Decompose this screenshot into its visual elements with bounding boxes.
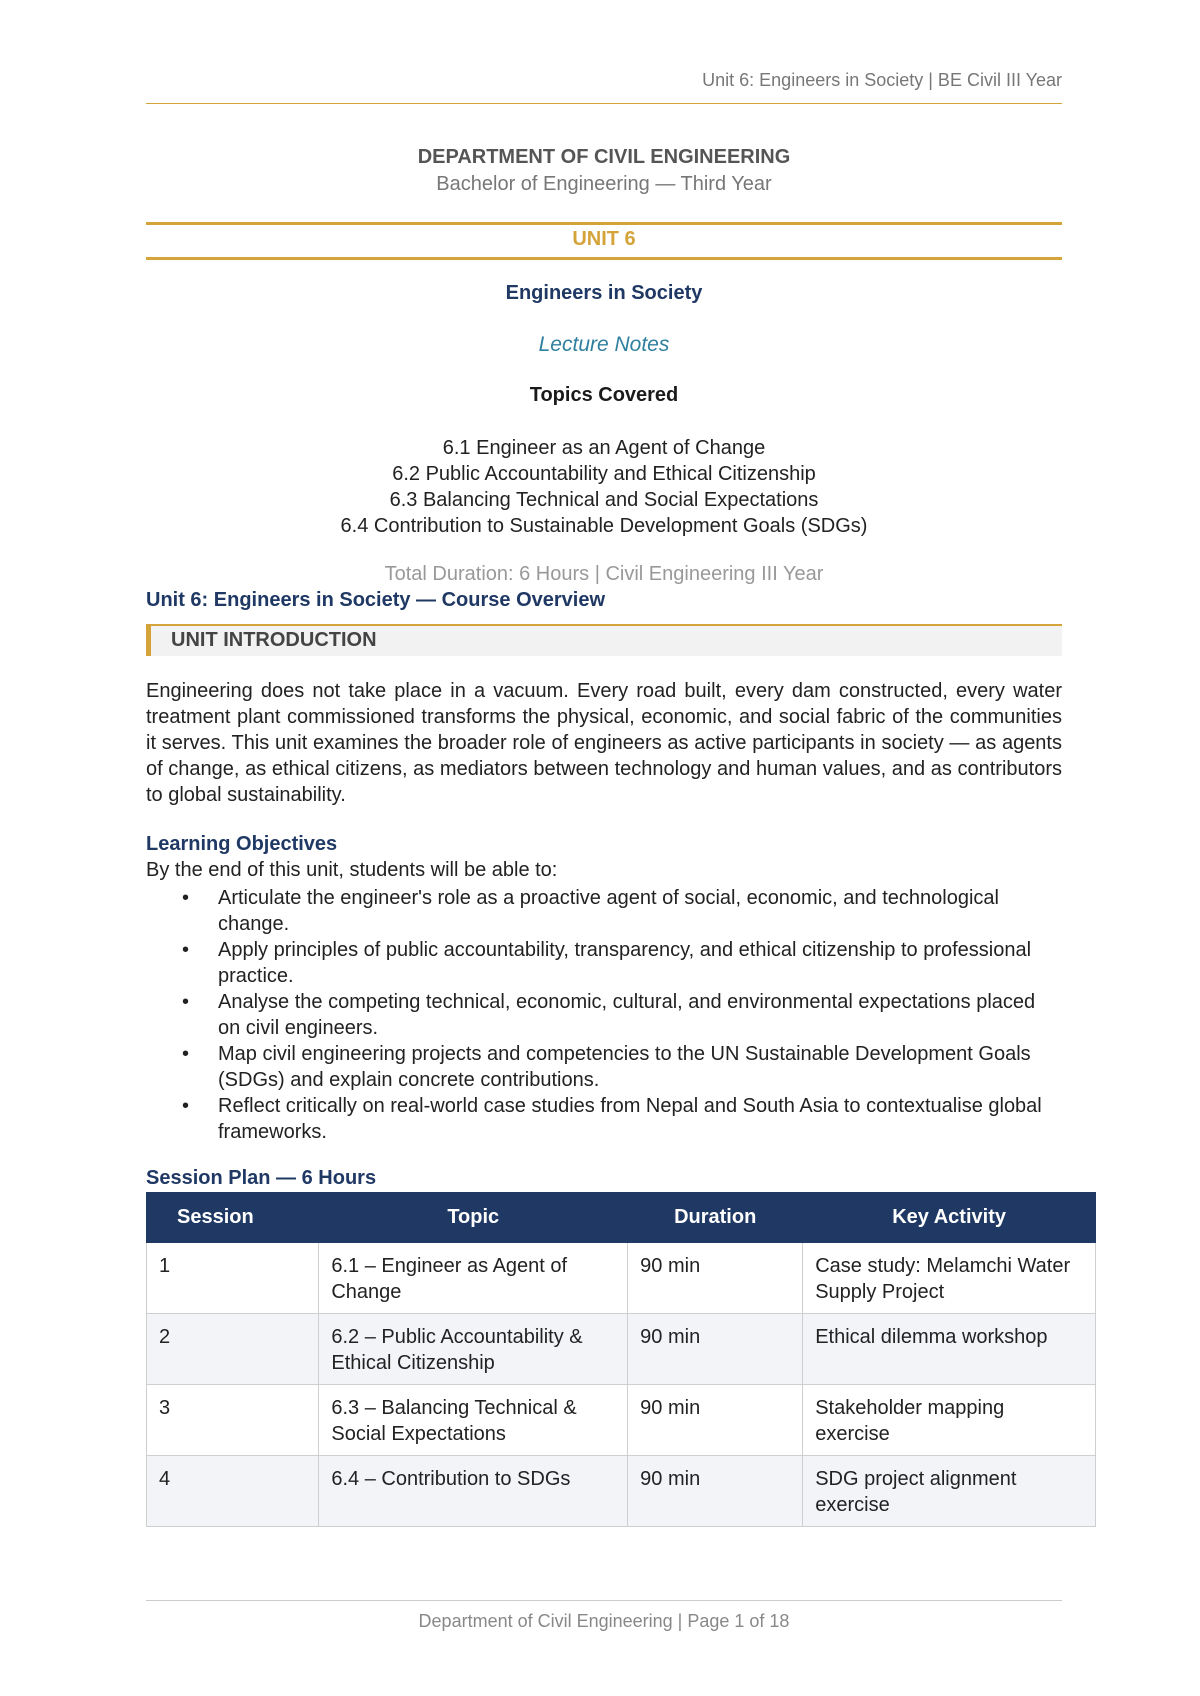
column-header-key-activity: Key Activity [803, 1193, 1096, 1243]
objective-item: • Analyse the competing technical, economic, cultural, and environmental expectations placed on civil engineers. [146, 989, 1062, 1041]
degree-subtitle: Bachelor of Engineering — Third Year [436, 173, 772, 195]
learning-objectives-lead: By the end of this unit, students will be able to: [146, 859, 558, 881]
column-header-session: Session [147, 1193, 319, 1243]
unit-band [146, 222, 1062, 260]
section-accent-bar [146, 626, 151, 656]
cell-activity: Case study: Melamchi Water Supply Project [803, 1243, 1096, 1314]
cell-topic: 6.2 – Public Accountability & Ethical Citizenship [319, 1314, 628, 1385]
cell-activity: SDG project alignment exercise [803, 1456, 1096, 1527]
footer-rule [146, 1600, 1062, 1601]
table-row [147, 1385, 1096, 1456]
objective-item: • Reflect critically on real-world case studies from Nepal and South Asia to contextualise global frameworks. [146, 1093, 1062, 1145]
objective-item: • Articulate the engineer's role as a proactive agent of social, economic, and technological change. [146, 885, 1062, 937]
topic-item: 6.3 Balancing Technical and Social Expectations [389, 489, 819, 511]
cell-session: 4 [147, 1456, 319, 1527]
intro-paragraph: Engineering does not take place in a vacuum. Every road built, every dam constructed, every water treatment plant commissioned transforms the physical, economic, and social fabric of the communities it serves. This unit examines the broader role of engineers as active participants in society — as agents of change, as ethical citizens, as mediators between technology and human values, and as contributors to global sustainability. [146, 680, 1062, 806]
cell-activity: Stakeholder mapping exercise [803, 1385, 1096, 1456]
topics-list [146, 435, 1062, 539]
cell-duration: 90 min [628, 1456, 803, 1527]
unit-label: UNIT 6 [572, 228, 636, 250]
session-plan-heading: Session Plan — 6 Hours [146, 1167, 377, 1189]
learning-objectives-heading: Learning Objectives [146, 833, 338, 855]
table-row [147, 1314, 1096, 1385]
cell-topic: 6.3 – Balancing Technical & Social Expectations [319, 1385, 628, 1456]
cell-session: 1 [147, 1243, 319, 1314]
overview-title: Unit 6: Engineers in Society — Course Overview [146, 589, 606, 611]
section-title: UNIT INTRODUCTION [171, 629, 377, 651]
document-type: Lecture Notes [538, 333, 670, 356]
cell-duration: 90 min [628, 1385, 803, 1456]
cell-duration: 90 min [628, 1314, 803, 1385]
section-header-intro [146, 624, 1062, 656]
topic-item: 6.4 Contribution to Sustainable Development Goals (SDGs) [340, 515, 868, 537]
topic-item: 6.2 Public Accountability and Ethical Citizenship [392, 463, 816, 485]
topics-heading: Topics Covered [529, 384, 679, 406]
department-title: DEPARTMENT OF CIVIL ENGINEERING [417, 146, 791, 168]
page-footer: Department of Civil Engineering | Page 1 of 18 [418, 1611, 790, 1631]
cell-topic: 6.4 – Contribution to SDGs [319, 1456, 628, 1527]
topic-item: 6.1 Engineer as an Agent of Change [442, 437, 766, 459]
duration-line: Total Duration: 6 Hours | Civil Engineering III Year [384, 563, 824, 585]
cell-topic: 6.1 – Engineer as Agent of Change [319, 1243, 628, 1314]
cell-session: 2 [147, 1314, 319, 1385]
table-row [147, 1456, 1096, 1527]
cell-activity: Ethical dilemma workshop [803, 1314, 1096, 1385]
cell-duration: 90 min [628, 1243, 803, 1314]
running-header: Unit 6: Engineers in Society | BE Civil III Year [702, 70, 1062, 90]
cell-session: 3 [147, 1385, 319, 1456]
column-header-topic: Topic [319, 1193, 628, 1243]
objective-item: • Apply principles of public accountability, transparency, and ethical citizenship to professional practice. [146, 937, 1062, 989]
session-plan-table [146, 1192, 1096, 1527]
objective-item: • Map civil engineering projects and competencies to the UN Sustainable Development Goals (SDGs) and explain concrete contributions. [146, 1041, 1062, 1093]
table-row [147, 1243, 1096, 1314]
column-header-duration: Duration [628, 1193, 803, 1243]
unit-title: Engineers in Society [505, 282, 703, 304]
header-rule [146, 103, 1062, 104]
learning-objectives-list [146, 885, 1062, 1145]
table-header-row [147, 1193, 1096, 1243]
